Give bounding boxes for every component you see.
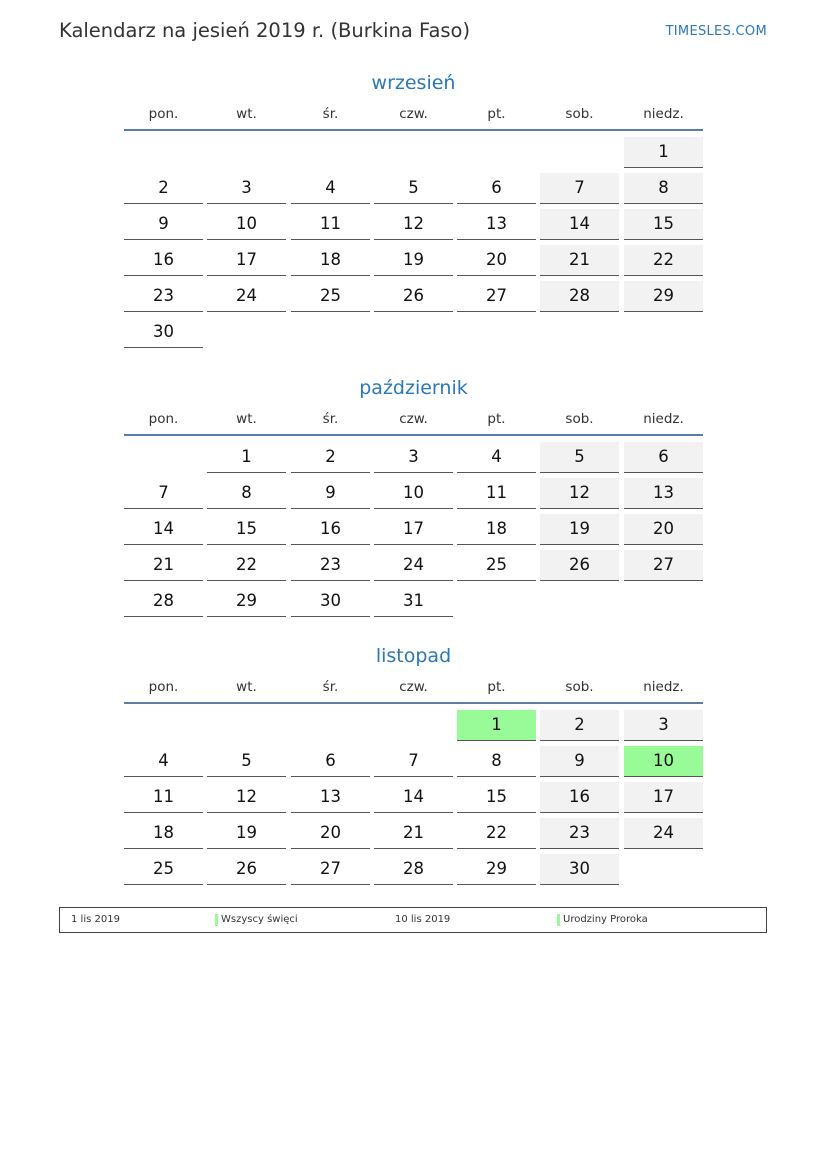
day-cell: 26 (540, 550, 619, 581)
weekday-label: wt. (236, 679, 257, 695)
day-cell: 10 (207, 209, 286, 240)
weekday-label: śr. (322, 411, 339, 427)
day-cell: 3 (207, 173, 286, 204)
day-cell: 28 (374, 854, 453, 885)
day-cell: 30 (540, 854, 619, 885)
weekday-label: czw. (399, 106, 428, 122)
day-cell: 8 (457, 746, 536, 777)
month-title: październik (359, 377, 468, 399)
legend-holiday-label: Wszyscy święci (221, 914, 298, 925)
day-cell: 11 (457, 478, 536, 509)
month-block (124, 643, 703, 878)
day-cell: 2 (124, 173, 203, 204)
day-cell: 19 (207, 818, 286, 849)
day-cell: 13 (624, 478, 703, 509)
day-cell: 15 (624, 209, 703, 240)
day-cell: 21 (540, 245, 619, 276)
page-title: Kalendarz na jesień 2019 r. (Burkina Faso) (59, 19, 471, 42)
month-title: wrzesień (371, 72, 456, 94)
day-cell: 18 (124, 818, 203, 849)
day-cell: 5 (207, 746, 286, 777)
weekday-label: sob. (565, 106, 594, 122)
day-cell: 6 (624, 442, 703, 473)
day-cell: 2 (291, 442, 370, 473)
weekday-label: śr. (322, 106, 339, 122)
day-cell: 3 (374, 442, 453, 473)
day-cell: 7 (374, 746, 453, 777)
weekday-label: niedz. (643, 679, 684, 695)
day-cell: 13 (457, 209, 536, 240)
day-cell: 29 (457, 854, 536, 885)
day-cell: 1 (624, 137, 703, 168)
legend-holiday-label: Urodziny Proroka (563, 914, 648, 925)
day-cell: 12 (374, 209, 453, 240)
weekday-header (124, 105, 703, 131)
month-title: listopad (375, 645, 452, 667)
day-cell: 21 (374, 818, 453, 849)
day-cell: 29 (207, 586, 286, 617)
holiday-legend (59, 907, 767, 933)
day-cell: 26 (374, 281, 453, 312)
day-cell: 18 (457, 514, 536, 545)
day-cell: 19 (540, 514, 619, 545)
day-cell: 14 (124, 514, 203, 545)
day-cell: 23 (291, 550, 370, 581)
day-cell: 19 (374, 245, 453, 276)
weekday-label: pon. (148, 411, 179, 427)
day-cell: 27 (291, 854, 370, 885)
day-cell: 5 (540, 442, 619, 473)
weekday-label: wt. (236, 106, 257, 122)
day-cell: 7 (540, 173, 619, 204)
day-cell: 28 (124, 586, 203, 617)
day-cell: 22 (207, 550, 286, 581)
weekday-label: śr. (322, 679, 339, 695)
day-cell: 20 (457, 245, 536, 276)
day-cell: 16 (540, 782, 619, 813)
day-cell: 9 (540, 746, 619, 777)
day-cell: 20 (291, 818, 370, 849)
weekday-label: czw. (399, 679, 428, 695)
day-cell: 30 (124, 317, 203, 348)
day-cell: 21 (124, 550, 203, 581)
day-cell: 22 (624, 245, 703, 276)
day-cell: 4 (291, 173, 370, 204)
weekday-label: pt. (487, 411, 506, 427)
day-cell: 11 (291, 209, 370, 240)
day-cell: 31 (374, 586, 453, 617)
day-cell: 10 (624, 746, 703, 777)
day-cell: 18 (291, 245, 370, 276)
legend-swatch (215, 914, 218, 926)
legend-holiday-name (557, 914, 648, 925)
day-cell: 25 (124, 854, 203, 885)
weekday-label: pon. (148, 106, 179, 122)
day-cell: 20 (624, 514, 703, 545)
day-cell: 8 (624, 173, 703, 204)
day-cell: 2 (540, 710, 619, 741)
day-cell: 4 (457, 442, 536, 473)
day-cell: 15 (457, 782, 536, 813)
day-cell: 16 (124, 245, 203, 276)
day-cell: 15 (207, 514, 286, 545)
day-cell: 1 (207, 442, 286, 473)
weekday-label: czw. (399, 411, 428, 427)
day-cell: 5 (374, 173, 453, 204)
day-cell: 6 (457, 173, 536, 204)
day-cell: 17 (207, 245, 286, 276)
weekday-header (124, 678, 703, 704)
weekday-label: wt. (236, 411, 257, 427)
day-cell: 24 (624, 818, 703, 849)
day-cell: 6 (291, 746, 370, 777)
day-cell: 9 (124, 209, 203, 240)
day-cell: 16 (291, 514, 370, 545)
weekday-label: pt. (487, 106, 506, 122)
weekday-header (124, 410, 703, 436)
weekday-label: niedz. (643, 106, 684, 122)
day-cell: 22 (457, 818, 536, 849)
day-cell: 14 (540, 209, 619, 240)
day-cell: 23 (124, 281, 203, 312)
brand-link[interactable]: TIMESLES.COM (665, 24, 767, 39)
day-cell: 26 (207, 854, 286, 885)
day-cell: 25 (291, 281, 370, 312)
legend-date: 1 lis 2019 (71, 914, 120, 925)
day-cell: 17 (624, 782, 703, 813)
day-cell: 29 (624, 281, 703, 312)
weekday-label: niedz. (643, 411, 684, 427)
day-cell: 12 (540, 478, 619, 509)
legend-swatch (557, 914, 560, 926)
weekday-label: sob. (565, 679, 594, 695)
day-cell: 8 (207, 478, 286, 509)
legend-holiday-name (215, 914, 298, 925)
day-cell: 25 (457, 550, 536, 581)
day-cell: 24 (374, 550, 453, 581)
day-cell: 1 (457, 710, 536, 741)
month-block (124, 375, 703, 610)
day-cell: 3 (624, 710, 703, 741)
day-cell: 14 (374, 782, 453, 813)
day-cell: 10 (374, 478, 453, 509)
weekday-label: sob. (565, 411, 594, 427)
weekday-label: pon. (148, 679, 179, 695)
day-cell: 28 (540, 281, 619, 312)
day-cell: 13 (291, 782, 370, 813)
day-cell: 24 (207, 281, 286, 312)
day-cell: 27 (624, 550, 703, 581)
day-cell: 9 (291, 478, 370, 509)
day-cell: 27 (457, 281, 536, 312)
day-cell: 12 (207, 782, 286, 813)
weekday-label: pt. (487, 679, 506, 695)
day-cell: 4 (124, 746, 203, 777)
day-cell: 17 (374, 514, 453, 545)
day-cell: 30 (291, 586, 370, 617)
day-cell: 23 (540, 818, 619, 849)
day-cell: 11 (124, 782, 203, 813)
month-block (124, 70, 703, 341)
day-cell: 7 (124, 478, 203, 509)
legend-date: 10 lis 2019 (395, 914, 451, 925)
